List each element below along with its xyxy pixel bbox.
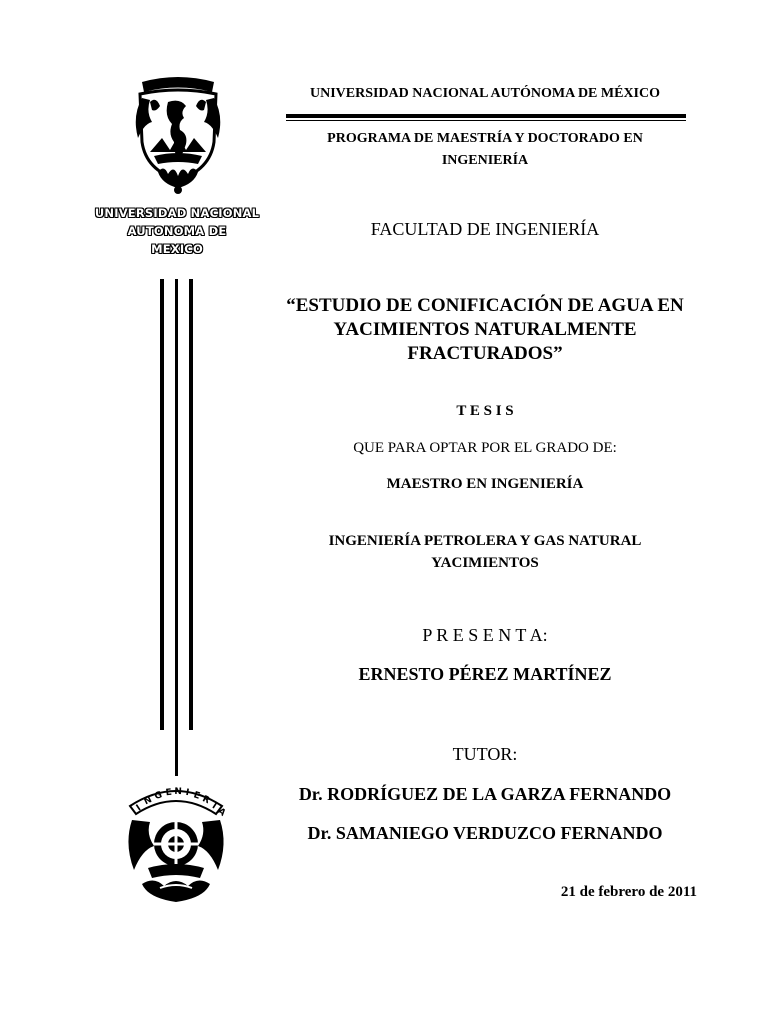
tutor-label: TUTOR: xyxy=(452,744,518,764)
decorative-bar-right xyxy=(189,279,193,730)
program-name xyxy=(268,128,702,172)
svg-text:I: I xyxy=(209,801,219,812)
engineering-faculty-seal-logo xyxy=(124,780,228,904)
field-line1: INGENIERÍA PETROLERA Y GAS NATURAL xyxy=(328,533,642,549)
header-rule-thick xyxy=(286,114,686,118)
svg-text:N: N xyxy=(142,795,154,808)
field-of-study xyxy=(268,530,702,574)
author-name: ERNESTO PÉREZ MARTÍNEZ xyxy=(358,664,612,684)
faculty-name: FACULTAD DE INGENIERÍA xyxy=(370,219,600,239)
header-rule-thin xyxy=(286,120,686,121)
tutor-name: Dr. RODRÍGUEZ DE LA GARZA FERNANDO xyxy=(298,784,672,804)
unam-seal-logo xyxy=(128,72,228,196)
program-line2: INGENIERÍA xyxy=(441,153,529,168)
svg-text:E: E xyxy=(192,790,202,802)
svg-text:N: N xyxy=(174,786,183,798)
unam-seal-caption xyxy=(82,204,272,258)
thesis-title xyxy=(268,294,702,366)
decorative-bar-center xyxy=(175,279,178,776)
svg-text:E: E xyxy=(165,787,173,799)
svg-text:G: G xyxy=(153,790,164,802)
degree-name: MAESTRO EN INGENIERÍA xyxy=(386,476,584,492)
field-line2: YACIMIENTOS xyxy=(431,555,539,571)
tutor-name: Dr. SAMANIEGO VERDUZCO FERNANDO xyxy=(307,823,663,843)
submission-date: 21 de febrero de 2011 xyxy=(560,884,697,900)
university-name: UNIVERSIDAD NACIONAL AUTÓNOMA DE MÉXICO xyxy=(309,86,661,101)
title-line1: “ESTUDIO DE CONIFICACIÓN DE AGUA EN xyxy=(286,295,684,316)
degree-intro: QUE PARA OPTAR POR EL GRADO DE: xyxy=(353,440,617,456)
seal-caption-line2: AUTONOMA DE xyxy=(127,224,227,238)
seal-caption-line1: UNIVERSIDAD NACIONAL xyxy=(94,206,260,220)
title-line2: YACIMIENTOS NATURALMENTE xyxy=(333,319,637,340)
presents-label: P R E S E N T A: xyxy=(422,625,548,645)
document-type: T E S I S xyxy=(456,403,514,419)
seal-caption-line3: MEXICO xyxy=(151,242,203,256)
title-line3: FRACTURADOS” xyxy=(407,343,563,364)
svg-text:I: I xyxy=(134,803,144,814)
svg-text:R: R xyxy=(200,794,212,807)
decorative-bar-left xyxy=(160,279,164,730)
program-line1: PROGRAMA DE MAESTRÍA Y DOCTORADO EN xyxy=(327,131,643,146)
svg-text:I: I xyxy=(184,787,190,799)
svg-text:A: A xyxy=(215,806,228,819)
